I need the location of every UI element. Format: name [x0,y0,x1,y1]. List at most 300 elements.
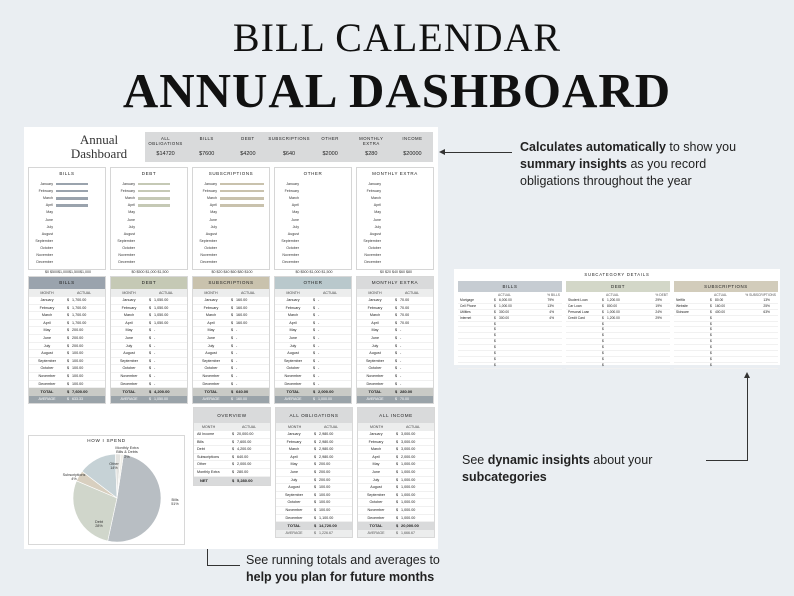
mini-chart-other [274,167,352,275]
table-row-currency: $ [314,507,317,512]
table-row-value: 160.00 [236,313,248,318]
table-average-label: AVERAGE [202,397,220,402]
table-average-row [276,530,352,537]
table-row-value: - [236,366,238,371]
summary-label-line1-0: ALL [160,136,171,141]
table-row-currency: $ [67,358,70,363]
pie-label-subscriptions [59,473,89,482]
table-row [357,358,433,366]
table-average-row [358,530,434,537]
subcategory-row-name: Utilities [460,309,471,314]
dashboard-title-line2: Dashboard [70,146,128,161]
table-all-income [357,407,435,538]
mini-chart-month-label: December [200,260,217,265]
table-row-value: 200.00 [72,335,84,340]
table-row-currency: $ [67,351,70,356]
table-average-currency: $ [231,397,233,402]
mini-chart-bar [220,190,264,192]
summary-label-1 [186,136,227,141]
subcategory-row-pct: 79% [547,298,554,302]
table-row [357,305,433,313]
col-month-label: MONTH [288,425,302,429]
table-row [275,350,351,358]
mini-chart-month-label: March [289,196,299,201]
table-row [276,484,352,492]
table-row-currency: $ [314,439,317,444]
subcategory-row-value: 80.00 [715,298,724,302]
col-month-label: MONTH [286,291,300,295]
overview-title: OVERVIEW [194,408,270,423]
overview-row-value: 20,000.00 [237,432,254,436]
subcategory-row-value: 800.00 [607,303,618,308]
table-row-value: 160.00 [236,320,248,325]
mini-chart-bar [56,190,88,192]
table-row-value: 1,000.00 [401,500,416,505]
table-row-value: - [318,373,320,378]
table-row-month: October [369,500,383,505]
table-row [193,305,269,313]
subcategory-row-currency: $ [602,333,604,338]
table-row-value: 100.00 [72,351,84,356]
dashboard-sheet [24,127,438,549]
table-row-month: September [365,358,385,363]
table-row-month: January [122,298,136,302]
table-average-value: 160.00 [236,397,247,402]
col-month-label: MONTH [40,291,54,295]
table-row-month: March [41,313,53,318]
subcategory-row-currency: $ [710,333,712,338]
overview-row-label: Debt [197,447,205,452]
table-row [193,335,269,343]
table-row-currency: $ [231,351,234,356]
summary-cell-3 [268,132,309,162]
table-row-value: 1,000.00 [401,477,416,482]
overview-row-currency: $ [232,462,235,467]
summary-label-5 [351,136,392,146]
overview-row-value: 4,200.00 [237,447,252,452]
caption-summary-bold-2: summary insights [520,157,627,171]
table-row-month: July [372,477,380,482]
subcategory-row-value: 6,000.00 [499,298,512,302]
table-row-value: 3,000.00 [401,439,416,444]
col-actual-label: ACTUAL [323,291,338,295]
mini-chart-month-label: November [200,253,217,257]
table-average-value: 1,000.00 [318,397,332,402]
table-row-currency: $ [396,447,399,452]
mini-chart-month-label: November [282,253,299,257]
table-row-currency: $ [313,298,316,302]
table-total-currency: $ [395,389,398,395]
table-row-month: September [284,492,304,497]
table-row-value: 200.00 [319,469,331,474]
table-row-value: 100.00 [72,366,84,371]
arrow-line-sub-h [706,460,748,461]
subcategory-row-pct: 4% [549,309,554,314]
table-row [193,373,269,381]
table-row-currency: $ [231,335,234,340]
table-row-value: - [400,373,402,378]
subcategory-col-actual: ACTUAL [606,293,620,297]
table-average-label: AVERAGE [285,531,303,536]
table-row-month: March [288,447,300,452]
table-row [358,492,434,500]
table-row-value: - [318,328,320,333]
summary-label-line2-1: BILLS [199,136,214,141]
mini-chart-month-label: November [36,253,53,257]
subcategory-row-pct: 13% [763,298,770,302]
subcategory-group-bills [458,281,562,367]
caption-totals [246,552,506,586]
table-title-extra: MONTHLY EXTRA [357,277,433,289]
table-row-month: July [43,343,51,348]
table-row-value: - [236,381,238,386]
mini-chart-bar [56,204,88,206]
table-row-value: 1,050.00 [154,305,169,310]
mini-chart-month-label: August [41,231,53,236]
table-row-value: - [154,366,156,371]
overview-row [194,431,270,439]
table-row [29,305,105,313]
table-total-currency: $ [313,389,316,395]
col-actual-label: ACTUAL [159,291,174,295]
table-average-currency: $ [313,397,315,402]
table-row-currency: $ [313,351,316,356]
mini-chart-month-label: September [35,238,53,243]
table-row-value: - [400,343,402,348]
table-row [275,381,351,389]
subcategory-row-name: Netflix [676,298,686,302]
table-total-currency: $ [231,389,234,395]
table-row-currency: $ [231,305,234,310]
table-row-currency: $ [313,305,316,310]
subcategory-row [458,363,562,369]
table-row-currency: $ [396,507,399,512]
table-row [111,358,187,366]
overview-row-label: All Income [197,432,215,436]
subcategory-row-currency: $ [710,309,712,314]
table-row-month: September [37,358,57,363]
table-row-month: May [43,328,51,333]
summary-value-1: $7600 [199,151,215,157]
table-row [193,350,269,358]
summary-label-0 [145,136,186,146]
table-row [275,320,351,328]
mini-chart-month-label: February [38,189,53,194]
pie-label-subscriptions-pct: 4% [71,477,77,482]
table-row-value: 1,000.00 [401,462,416,467]
table-row [193,312,269,320]
table-row-month: June [43,335,51,340]
table-average-label: AVERAGE [366,397,384,402]
caption-summary-text-2: as you record [626,157,707,171]
table-row-currency: $ [231,298,234,302]
table-total-row [111,388,187,396]
summary-cell-1 [186,132,227,162]
mini-chart-month-label: June [45,217,53,222]
summary-value-0: $14720 [156,151,175,157]
table-row-currency: $ [67,366,70,371]
table-total-currency: $ [396,523,399,529]
mini-chart-month-label: August [287,231,299,236]
mini-chart-month-label: February [366,189,381,194]
table-row [193,297,269,305]
subcategory-row-name: Internet [460,315,472,320]
table-row-value: - [236,358,238,363]
caption-summary-text-1: to show you [665,140,737,154]
table-row [276,446,352,454]
table-row [111,373,187,381]
table-row [276,477,352,485]
mini-chart-month-label: March [371,196,381,201]
subcategory-row-currency: $ [710,298,712,302]
table-average-row [275,396,351,403]
subcategory-row-currency: $ [710,351,712,356]
mini-chart-month-label: February [120,189,135,194]
table-row-currency: $ [231,313,234,318]
caption-totals-bold: help you plan for future months [246,570,435,584]
mini-chart-month-label: June [373,217,381,222]
table-row-month: June [290,469,298,474]
table-row-month: December [38,381,56,386]
table-row-value: 1,050.00 [154,298,169,302]
table-row-value: - [318,351,320,356]
subcategory-row-currency: $ [602,345,604,350]
mini-chart-month-label: October [286,245,299,250]
summary-label-line2-5: EXTRA [362,141,380,146]
table-average-value: 70.00 [400,397,409,402]
table-row-month: February [368,439,384,444]
heading-line1: BILL CALENDAR [232,15,562,60]
table-average-value: 1,226.67 [319,531,333,536]
table-row [275,312,351,320]
table-row-value: 2,980.00 [319,454,334,459]
table-row-month: December [285,515,303,520]
table-row-value: 100.00 [319,492,331,497]
table-total-row [358,522,434,530]
pie-chart [29,436,186,546]
subcategory-row-currency: $ [494,345,496,350]
table-row-currency: $ [395,358,398,363]
mini-chart-month-label: February [284,189,299,194]
table-total-value: 2,000.00 [318,389,334,395]
table-row-currency: $ [67,335,70,340]
subcategory-row-value: 1,000.00 [499,303,512,308]
table-row-month: January [369,432,383,436]
subcategory-row-value: 400.00 [715,309,726,314]
mini-chart-month-label: December [364,260,381,265]
mini-chart-bar [138,183,170,185]
table-row-value: 1,000.00 [401,515,416,520]
table-row-value: 2,980.00 [319,447,334,452]
table-row-month: May [207,328,215,333]
table-row-month: November [367,507,385,512]
table-row [358,499,434,507]
subcategory-row-currency: $ [494,315,496,320]
table-row-value: 1,700.00 [72,305,87,310]
table-total-row [275,388,351,396]
table-row-currency: $ [396,515,399,520]
table-row-currency: $ [396,432,399,436]
overview-row-currency: $ [232,432,235,436]
table-row-month: February [121,305,137,310]
subcategory-row-currency: $ [494,303,496,308]
caption-summary [520,139,790,190]
table-row-currency: $ [314,477,317,482]
subcategory-col-pct: % BILLS [547,293,560,297]
subcategory-row-currency: $ [494,321,496,326]
mini-chart-month-label: June [127,217,135,222]
table-all-obligations [275,407,353,538]
summary-label-2 [227,136,268,141]
table-row [29,320,105,328]
table-total-label: TOTAL [286,389,300,395]
table-average-row [193,396,269,403]
table-row-value: - [236,351,238,356]
mini-chart-month-label: July [210,224,217,229]
table-row-value: 2,980.00 [319,432,334,436]
subcategory-group-title: BILLS [458,281,562,292]
table-row-month: July [371,343,379,348]
table-row-month: October [122,366,136,371]
overview-row-value: 2,000.00 [237,462,252,467]
pie-title: HOW I SPEND [87,438,126,443]
pie-label-bills [165,498,185,507]
dashboard-title-line1: Annual [79,132,119,147]
pie-label-bills-pct: 51% [171,502,179,507]
table-row [357,312,433,320]
mini-chart-month-label: July [46,224,53,229]
mini-chart-month-label: July [128,224,135,229]
overview-row-currency: $ [232,454,235,459]
table-row-value: 1,000.00 [401,469,416,474]
table-row-currency: $ [149,320,152,325]
summary-label-line2-2: DEBT [241,136,255,141]
table-row [29,312,105,320]
mini-chart-month-label: May [374,210,381,215]
table-row [193,343,269,351]
heading-line2: ANNUAL DASHBOARD [122,63,672,118]
table-row-value: 2,980.00 [319,439,334,444]
table-extra [356,276,434,404]
table-row-value: 160.00 [236,305,248,310]
table-row-value: 70.00 [400,305,410,310]
table-row [275,358,351,366]
table-row-month: October [287,500,301,505]
table-row-value: 3,000.00 [401,432,416,436]
subcategory-row-currency: $ [710,345,712,350]
overview-net-row [194,477,270,485]
table-row-month: November [202,373,220,378]
table-row-currency: $ [231,320,234,325]
table-row-currency: $ [149,305,152,310]
mini-chart-debt [110,167,188,275]
subcategory-row-currency: $ [494,351,496,356]
subcategory-row-currency: $ [602,339,604,344]
subcategory-row-currency: $ [494,339,496,344]
table-row-month: August [287,351,299,356]
table-total-label: TOTAL [368,389,382,395]
mini-chart-bar [220,204,264,206]
table-average-label: AVERAGE [120,397,138,402]
mini-chart-month-label: March [207,196,217,201]
table-row-value: - [154,373,156,378]
table-row-month: June [372,469,380,474]
summary-label-line2-4: OTHER [321,136,339,141]
table-row-currency: $ [396,477,399,482]
mini-chart-month-label: December [36,260,53,265]
overview-col-month: MONTH [202,425,216,429]
mini-chart-month-label: September [199,238,217,243]
table-row-month: January [287,432,301,436]
table-row-currency: $ [67,381,70,386]
table-row-currency: $ [314,432,317,436]
table-row-currency: $ [67,313,70,318]
pie-label-debt [89,520,109,529]
table-row-month: April [290,454,298,459]
table-row-value: - [400,381,402,386]
mini-chart-month-label: May [292,210,299,215]
table-row-currency: $ [395,373,398,378]
mini-chart-month-label: September [281,238,299,243]
col-actual-label: ACTUAL [406,425,421,429]
table-average-currency: $ [396,531,398,536]
caption-subcategory-bold-1: dynamic insights [487,453,590,467]
mini-chart-month-label: March [43,196,53,201]
table-row-value: - [400,351,402,356]
pie-label-other-pct: 14% [110,466,118,471]
table-row [276,499,352,507]
mini-chart-bar [138,197,170,199]
table-subscriptions [192,276,270,404]
subcategory-row-currency: $ [602,351,604,356]
overview-row-currency: $ [232,447,235,452]
subcategory-group-title: DEBT [566,281,670,292]
mini-chart-bar [220,183,264,185]
table-row-currency: $ [231,366,234,371]
table-row-currency: $ [396,492,399,497]
table-total-label: TOTAL [204,389,218,395]
table-row-value: 1,050.00 [154,313,169,318]
table-row-month: January [286,298,300,302]
table-row-value: 200.00 [319,462,331,467]
table-row [357,297,433,305]
table-row-value: 100.00 [72,381,84,386]
pie-label-extra-pct: 2% [124,454,130,459]
table-row-month: September [119,358,139,363]
mini-chart-month-label: September [363,238,381,243]
subcategory-row-value: 1,200.00 [607,315,620,320]
table-row-month: October [204,366,218,371]
table-row-currency: $ [313,366,316,371]
table-row [111,335,187,343]
table-row [357,335,433,343]
table-row-currency: $ [149,373,152,378]
table-row-month: April [289,320,297,325]
table-row-currency: $ [149,343,152,348]
mini-chart-bar [56,183,88,185]
table-row-month: April [372,454,380,459]
mini-chart-month-label: October [368,245,381,250]
table-row-month: May [289,328,297,333]
overview-net-value: 5,280.00 [237,477,253,483]
summary-label-line2-3: SUBSCRIPTIONS [268,136,311,141]
caption-totals-text: See running totals and averages to [246,553,440,567]
table-row-currency: $ [231,343,234,348]
col-month-label: MONTH [204,291,218,295]
table-row [358,484,434,492]
table-row-currency: $ [313,335,316,340]
table-row-value: - [318,313,320,318]
